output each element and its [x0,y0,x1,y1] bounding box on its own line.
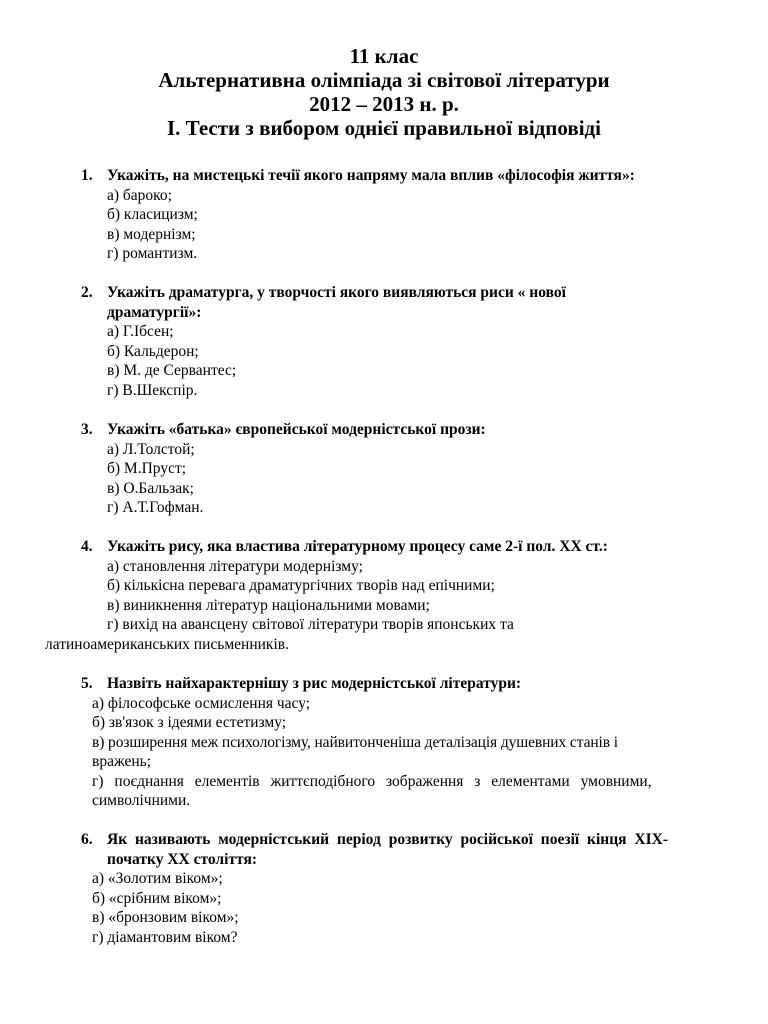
question-1 [81,166,727,264]
question-text-continued: драматургії»: [107,303,202,321]
grade-heading: 11 клас [349,44,419,68]
answer-option: в) О.Бальзак; [107,479,194,497]
question-number: 6. [81,831,93,848]
question-text: Назвіть найхарактернішу з рис модерністської літератури: [107,675,522,692]
question-2 [81,283,727,400]
olympiad-title: Альтернативна олімпіада зі світової літератури [158,68,610,92]
question-text: Укажіть рису, яка властива літературному процесу саме 2-ї пол. ХХ ст.: [107,538,608,555]
answer-option: а) Л.Толстой; [107,440,195,458]
question-number: 4. [81,538,93,555]
question-text: Укажіть драматурга, у творчості якого виявляються риси « нової [107,284,566,301]
document-header [0,44,768,140]
answer-option: г) вихід на авансцену світової літератури творів японських та [107,616,514,633]
section-title: І. Тести з вибором однієї правильної відповіді [166,116,602,140]
answer-option: б) зв'язок з ідеями естетизму; [92,714,287,731]
answer-option: а) бароко; [107,186,172,204]
answer-option: б) кількісна перевага драматургічних творів над епічними; [107,577,495,594]
answer-option: г) В.Шекспір. [107,381,198,399]
question-6 [81,830,722,947]
answer-option: а) становлення літератури модернізму; [107,557,363,575]
answer-option: г) романтизм. [107,245,198,262]
question-text: Як називають модерністський період розвитку російської поезії кінця XIX- [107,831,668,848]
answer-option-continued: символічними. [92,792,191,809]
question-number: 1. [81,167,93,184]
question-4 [45,537,727,654]
answer-option: в) «бронзовим віком»; [92,909,239,926]
question-number: 2. [81,284,93,301]
answer-option: в) модернізм; [107,225,196,243]
question-5 [81,674,722,811]
answer-option: в) виникнення літератур національними мовами; [107,596,430,614]
question-number: 5. [81,675,93,692]
answer-option: в) розширення меж психологізму, найвитонченіша деталізація душевних станів і [92,733,618,751]
answer-option: а) «Золотим віком»; [92,870,223,887]
question-3 [81,420,727,518]
answer-option: а) Г.Ібсен; [107,323,174,340]
answer-option: г) поєднання елементів життєподібного зображення з елементами умовними, [92,772,652,790]
school-year: 2012 – 2013 н. р. [309,92,459,116]
answer-option: б) класицизм; [107,206,198,223]
answer-option: г) А.Т.Гофман. [107,499,204,516]
question-text: Укажіть, на мистецькі течії якого напряму мала вплив «філософія життя»: [107,167,635,184]
answer-option: а) філософське осмислення часу; [92,694,311,712]
question-text: Укажіть «батька» європейської модерністської прози: [107,421,486,438]
answer-option-continued: латиноамериканських письменників. [45,635,289,653]
answer-option: б) Кальдерон; [107,342,199,360]
answer-option-continued: вражень; [92,753,152,770]
answer-option: г) діамантовим віком? [92,928,238,946]
answer-option: в) М. де Сервантес; [107,362,237,379]
question-text-continued: початку ХХ століття: [107,850,257,868]
answer-option: б) «срібним віком»; [92,889,222,907]
answer-option: б) М.Пруст; [107,460,187,477]
question-number: 3. [81,421,93,438]
